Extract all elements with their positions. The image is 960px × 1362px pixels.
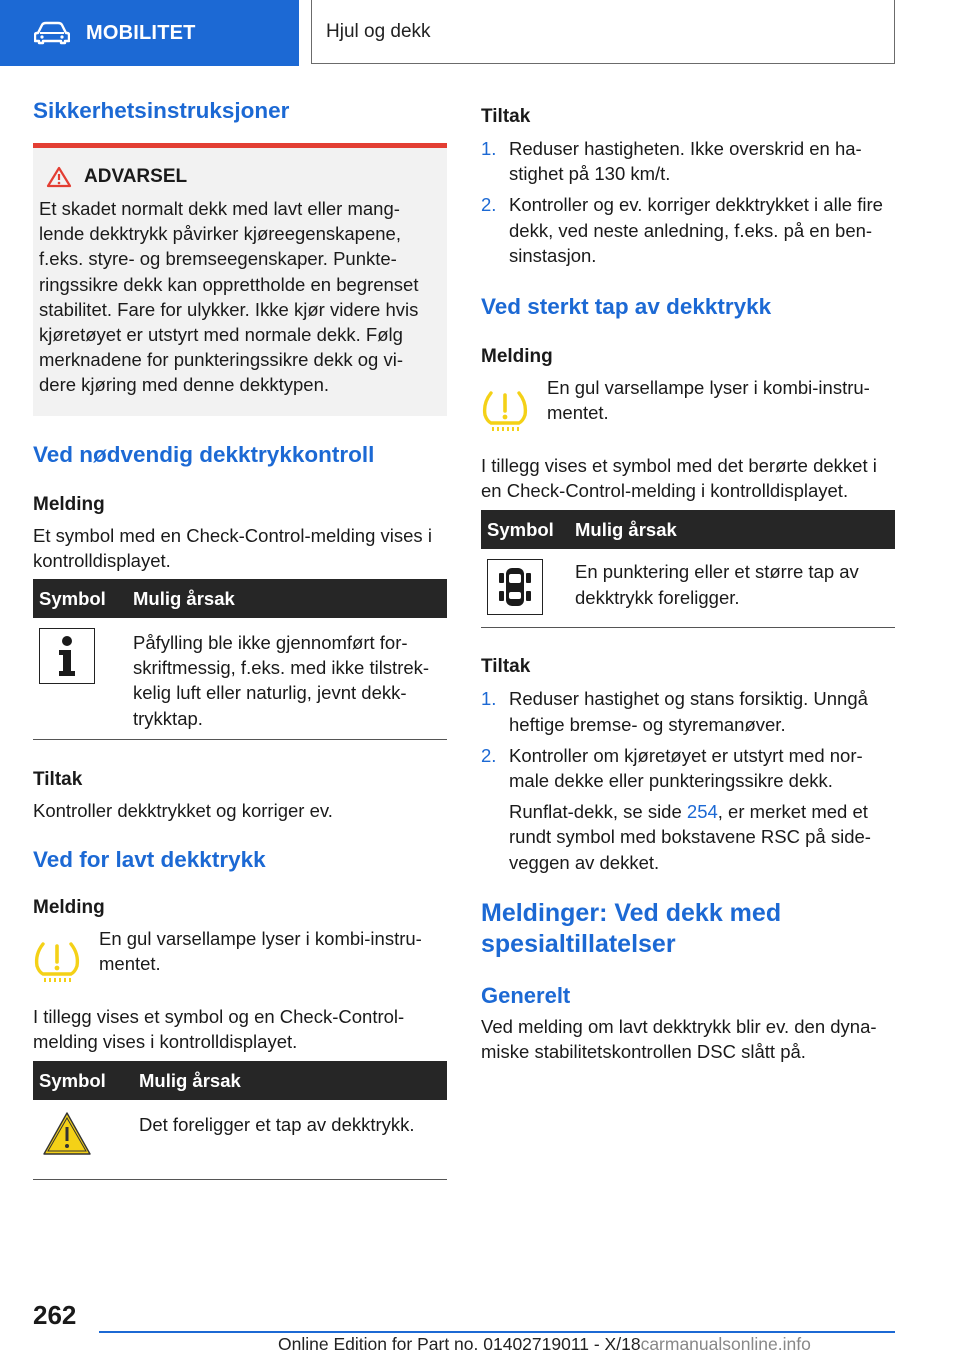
extra-text: [33, 1004, 447, 1054]
step-line: Reduser hastighet og stans forsiktig. Unngå: [509, 688, 868, 710]
message-line: Et symbol med en Check-Control-melding vises i: [33, 524, 432, 546]
yellow-warning-triangle-icon: [41, 1110, 93, 1158]
warning-line: f.eks. styre- og bremseegenskaper. Punkte-: [39, 248, 397, 270]
heading-severe-loss: Ved sterkt tap av dekktrykk: [481, 294, 772, 320]
tire-pressure-lamp-icon: [481, 389, 529, 433]
step-number: 2.: [481, 194, 497, 216]
list-item: [481, 686, 895, 736]
step-number: 1.: [481, 688, 497, 710]
warning-line: merknadene for punkteringssikre dekk og vi-: [39, 349, 404, 371]
heading-low-pressure: Ved for lavt dekktrykk: [33, 847, 266, 873]
steps-list-2: [481, 686, 895, 874]
message-label: Melding: [481, 346, 553, 368]
cause-line: trykktap.: [133, 707, 203, 729]
heading-special-tires: [481, 898, 895, 960]
col-symbol: Symbol: [33, 579, 127, 618]
page-number: 262: [33, 1300, 77, 1330]
info-icon: [52, 635, 82, 677]
cause-cell: Det foreligger et tap av dekktrykk.: [133, 1100, 447, 1179]
edition-text: Online Edition for Part no. 01402719011 - X/18: [278, 1334, 641, 1354]
section-tab: [0, 0, 299, 66]
col-symbol: Symbol: [33, 1061, 133, 1100]
step-line: heftige bremse- og styremanøver.: [509, 713, 786, 735]
subheading-general: Generelt: [481, 982, 571, 1008]
general-line: miske stabilitetskontrollen DSC slått på.: [481, 1041, 806, 1063]
extra-line: en Check-Control-melding i kontrolldisplayet.: [481, 480, 849, 502]
heading-line: Meldinger: Ved dekk med: [481, 898, 782, 927]
message-line: kontrolldisplayet.: [33, 549, 171, 571]
action-text: Kontroller dekktrykket og korriger ev.: [33, 799, 333, 821]
lamp-text: [99, 926, 422, 976]
general-line: Ved melding om lavt dekktrykk blir ev. den dyna-: [481, 1015, 877, 1037]
list-item: [481, 136, 895, 186]
runflat-line: rundt symbol med bokstavene RSC på side-: [509, 826, 871, 848]
step-line: sinstasjon.: [509, 244, 597, 266]
extra-line: melding vises i kontrolldisplayet.: [33, 1031, 298, 1053]
info-symbol: [39, 628, 95, 684]
footer-edition: [278, 1334, 811, 1355]
action-label: Tiltak: [481, 106, 531, 127]
car-icon: [34, 21, 70, 45]
step-number: 2.: [481, 744, 497, 766]
col-cause: Mulig årsak: [133, 1061, 447, 1100]
cause-line: dekktrykk foreligger.: [575, 586, 740, 608]
lamp-row: [481, 375, 895, 433]
col-cause: Mulig årsak: [569, 510, 895, 549]
col-symbol: Symbol: [481, 510, 569, 549]
right-column: [481, 104, 895, 1064]
cause-cell: [127, 618, 447, 739]
tire-pressure-lamp-icon: [33, 940, 81, 984]
table-row: [481, 549, 895, 628]
step-line: stighet på 130 km/t.: [509, 163, 671, 185]
step-line: Kontroller og ev. korriger dekktrykket i alle fire: [509, 194, 883, 216]
warning-box: [33, 143, 447, 416]
warning-triangle-icon: [46, 166, 72, 188]
step-line: Kontroller om kjøretøyet er utstyrt med nor-: [509, 744, 863, 766]
heading-pressure-check: Ved nødvendig dekktrykkontroll: [33, 441, 375, 467]
runflat-note: [509, 799, 895, 875]
footer-rule: [99, 1331, 895, 1333]
runflat-pre: Runflat-dekk, se side: [509, 801, 687, 823]
runflat-line: veggen av dekket.: [509, 851, 660, 873]
chapter-header: [311, 0, 895, 64]
cause-line: En punktering eller et større tap av: [575, 561, 859, 583]
warning-line: kjøretøyet er utstyrt med normale dekk. Følg: [39, 324, 403, 346]
step-line: Reduser hastigheten. Ikke overskrid en ha-: [509, 138, 862, 159]
step-line: male dekke eller punkteringssikre dekk.: [509, 770, 833, 792]
lamp-line: mentet.: [547, 402, 609, 424]
runflat-post: , er merket med et: [717, 801, 868, 823]
warning-line: dere kjøring med denne dekktypen.: [39, 374, 330, 396]
action-label: Tiltak: [33, 768, 83, 790]
chapter-title: Hjul og dekk: [326, 20, 431, 42]
warning-line: stabilitet. Fare for ulykker. Ikke kjør videre hvis: [39, 298, 419, 320]
warning-title: [46, 166, 441, 188]
cause-line: skriftmessig, f.eks. med ikke tilstrek-: [133, 657, 430, 679]
cause-line: kelig luft eller naturlig, jevnt dekk-: [133, 682, 407, 704]
tire-position-symbol: [487, 559, 543, 615]
list-item: [481, 743, 895, 875]
lamp-line: En gul varsellampe lyser i kombi-instru-: [99, 928, 422, 950]
general-text: [481, 1014, 895, 1064]
lamp-line: En gul varsellampe lyser i kombi-instru-: [547, 377, 870, 399]
symbol-table-1: [33, 579, 447, 740]
cause-cell: [569, 549, 895, 628]
heading-safety: Sikkerhetsinstruksjoner: [33, 98, 290, 123]
extra-line: I tillegg vises et symbol og en Check-Control-: [33, 1006, 405, 1028]
left-column: [33, 96, 447, 1180]
page-link[interactable]: 254: [686, 801, 718, 823]
steps-list-1: [481, 136, 895, 268]
col-cause: Mulig årsak: [127, 579, 447, 618]
list-item: [481, 192, 895, 268]
step-number: 1.: [481, 138, 497, 159]
table-row: [33, 618, 447, 739]
message-text: [33, 523, 447, 573]
warning-line: ringssikre dekk kan opprettholde en begrenset: [39, 273, 419, 295]
heading-line: spesialtillatelser: [481, 929, 676, 958]
symbol-table-3: [481, 510, 895, 628]
lamp-text: [547, 375, 870, 425]
warning-line: lende dekktrykk påvirker kjøreegenskapene,: [39, 223, 401, 245]
section-title: MOBILITET: [86, 21, 196, 44]
warning-label: ADVARSEL: [84, 166, 188, 187]
message-label: Melding: [33, 493, 105, 515]
lamp-row: [33, 926, 447, 984]
symbol-table-2: [33, 1061, 447, 1179]
cause-line: Påfylling ble ikke gjennomført for-: [133, 632, 408, 654]
extra-line: I tillegg vises et symbol med det berørte dekket i: [481, 455, 877, 477]
action-label: Tiltak: [481, 656, 531, 678]
car-top-view-icon: [495, 564, 535, 610]
lamp-line: mentet.: [99, 953, 161, 975]
table-row: [33, 1100, 447, 1179]
message-label: Melding: [33, 897, 105, 919]
extra-text: [481, 453, 895, 503]
warning-line: Et skadet normalt dekk med lavt eller mang-: [39, 198, 400, 219]
watermark: carmanualsonline.info: [640, 1334, 811, 1354]
warning-text: [39, 196, 441, 398]
step-line: dekk, ved neste anledning, f.eks. på en ben-: [509, 219, 873, 241]
